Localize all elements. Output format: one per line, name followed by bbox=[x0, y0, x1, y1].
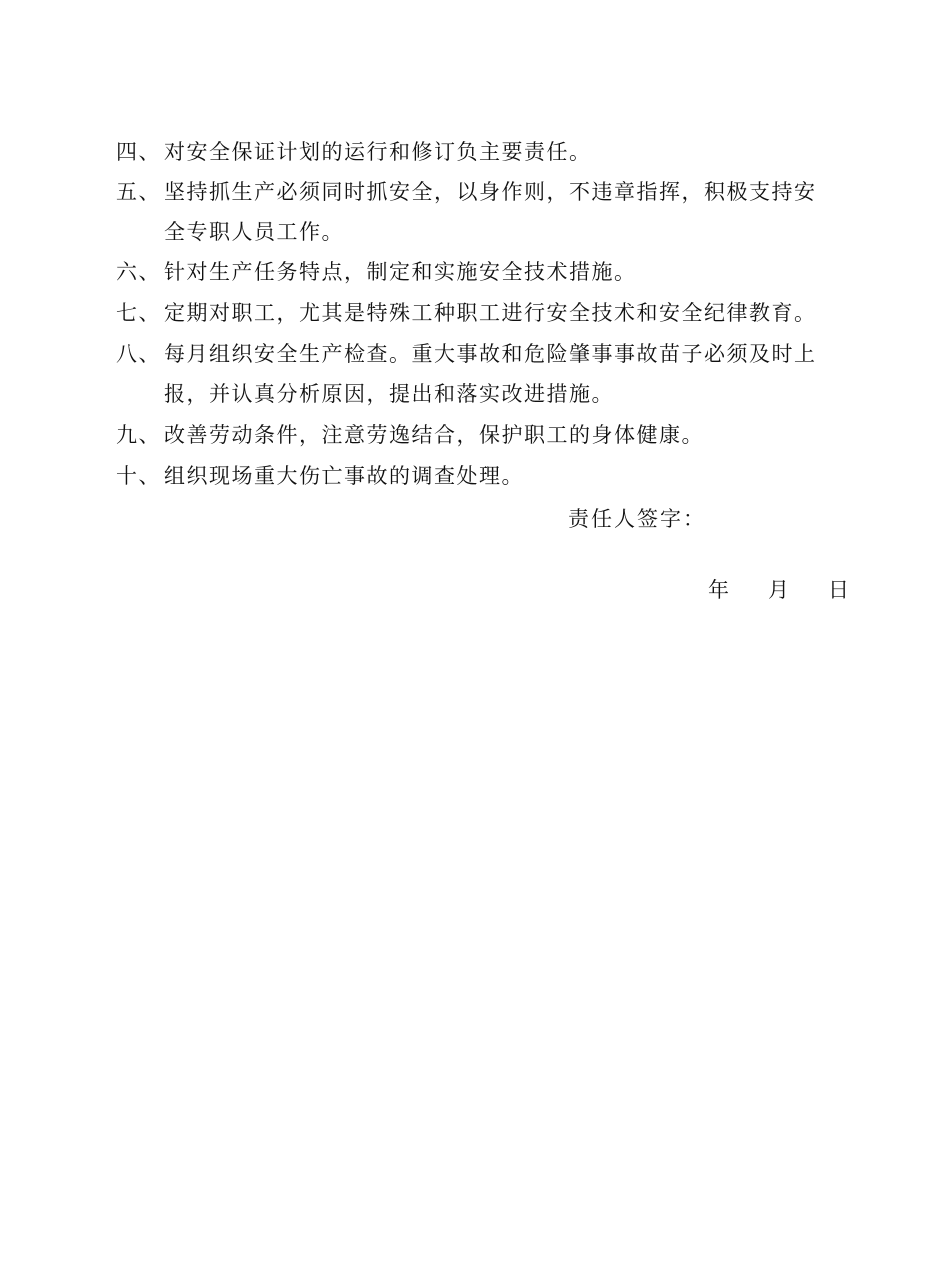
list-item bbox=[116, 252, 876, 292]
list-item bbox=[116, 172, 876, 252]
date-month-label: 月 bbox=[768, 578, 789, 602]
item-text-continued: 报，并认真分析原因，提出和落实改进措施。 bbox=[164, 382, 614, 406]
item-number: 六、 bbox=[116, 260, 161, 284]
list-item bbox=[116, 132, 876, 172]
item-text: 坚持抓生产必须同时抓安全，以身作则，不违章指挥，积极支持安 bbox=[164, 180, 817, 204]
date-year-label: 年 bbox=[708, 578, 729, 602]
list-item bbox=[116, 415, 876, 455]
item-number: 五、 bbox=[116, 180, 161, 204]
date-day-label: 日 bbox=[828, 578, 849, 602]
list-item bbox=[116, 456, 876, 496]
list-item bbox=[116, 293, 876, 333]
item-text: 组织现场重大伤亡事故的调查处理。 bbox=[164, 464, 524, 488]
item-number: 十、 bbox=[116, 464, 161, 488]
item-text: 每月组织安全生产检查。重大事故和危险肇事事故苗子必须及时上 bbox=[164, 342, 817, 366]
signature-label: 责任人签字： bbox=[568, 507, 706, 531]
item-number: 七、 bbox=[116, 301, 161, 325]
item-text-continued: 全专职人员工作。 bbox=[164, 220, 344, 244]
item-text: 改善劳动条件，注意劳逸结合，保护职工的身体健康。 bbox=[164, 423, 704, 447]
item-number: 四、 bbox=[116, 140, 161, 164]
list-item bbox=[116, 334, 876, 414]
item-text: 定期对职工，尤其是特殊工种职工进行安全技术和安全纪律教育。 bbox=[164, 301, 817, 325]
item-text: 针对生产任务特点，制定和实施安全技术措施。 bbox=[164, 260, 637, 284]
item-text: 对安全保证计划的运行和修订负主要责任。 bbox=[164, 140, 592, 164]
item-number: 八、 bbox=[116, 342, 161, 366]
item-number: 九、 bbox=[116, 423, 161, 447]
